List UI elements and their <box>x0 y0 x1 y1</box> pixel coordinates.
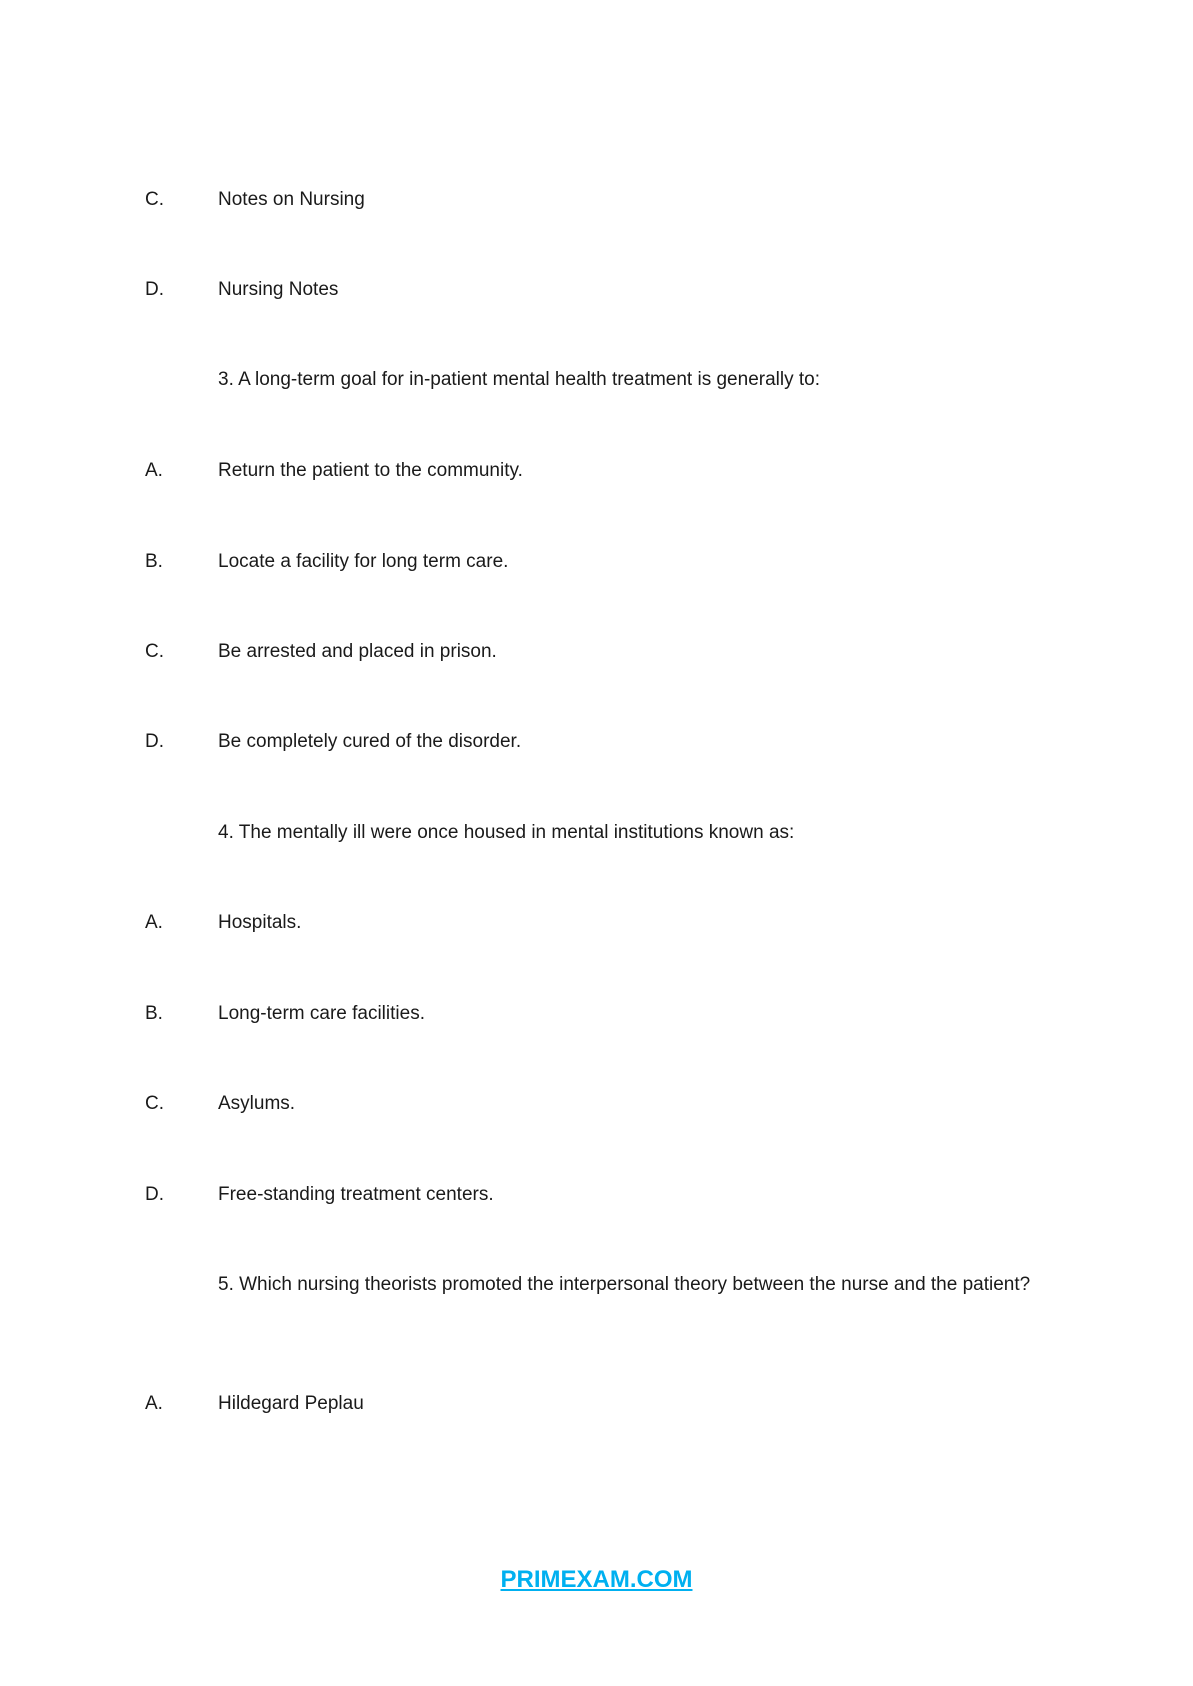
option-text: Locate a facility for long term care. <box>218 551 509 572</box>
question-4: 4. The mentally ill were once housed in mental institutions known as: <box>218 822 795 843</box>
option-letter: C. <box>145 189 164 210</box>
option-text: Be completely cured of the disorder. <box>218 731 522 752</box>
option-letter: B. <box>145 1003 163 1024</box>
option-text: Hildegard Peplau <box>218 1393 364 1414</box>
footer-site-link[interactable]: PRIMEXAM.COM <box>500 1566 693 1593</box>
option-letter: C. <box>145 641 164 662</box>
option-text: Asylums. <box>218 1093 296 1114</box>
option-text: Hospitals. <box>218 912 302 933</box>
option-text: Notes on Nursing <box>218 189 365 210</box>
option-letter: D. <box>145 731 164 752</box>
option-text: Long-term care facilities. <box>218 1003 425 1024</box>
question-5: 5. Which nursing theorists promoted the interpersonal theory between the nurse and the patient? <box>218 1274 1031 1295</box>
option-letter: D. <box>145 1184 164 1205</box>
option-text: Free-standing treatment centers. <box>218 1184 494 1205</box>
option-text: Nursing Notes <box>218 279 339 300</box>
option-letter: D. <box>145 279 164 300</box>
option-letter: C. <box>145 1093 164 1114</box>
option-letter: A. <box>145 912 163 933</box>
option-letter: A. <box>145 1393 163 1414</box>
option-letter: A. <box>145 460 163 481</box>
option-letter: B. <box>145 551 163 572</box>
option-text: Return the patient to the community. <box>218 460 523 481</box>
option-text: Be arrested and placed in prison. <box>218 641 497 662</box>
question-3: 3. A long-term goal for in-patient mental health treatment is generally to: <box>218 369 820 390</box>
